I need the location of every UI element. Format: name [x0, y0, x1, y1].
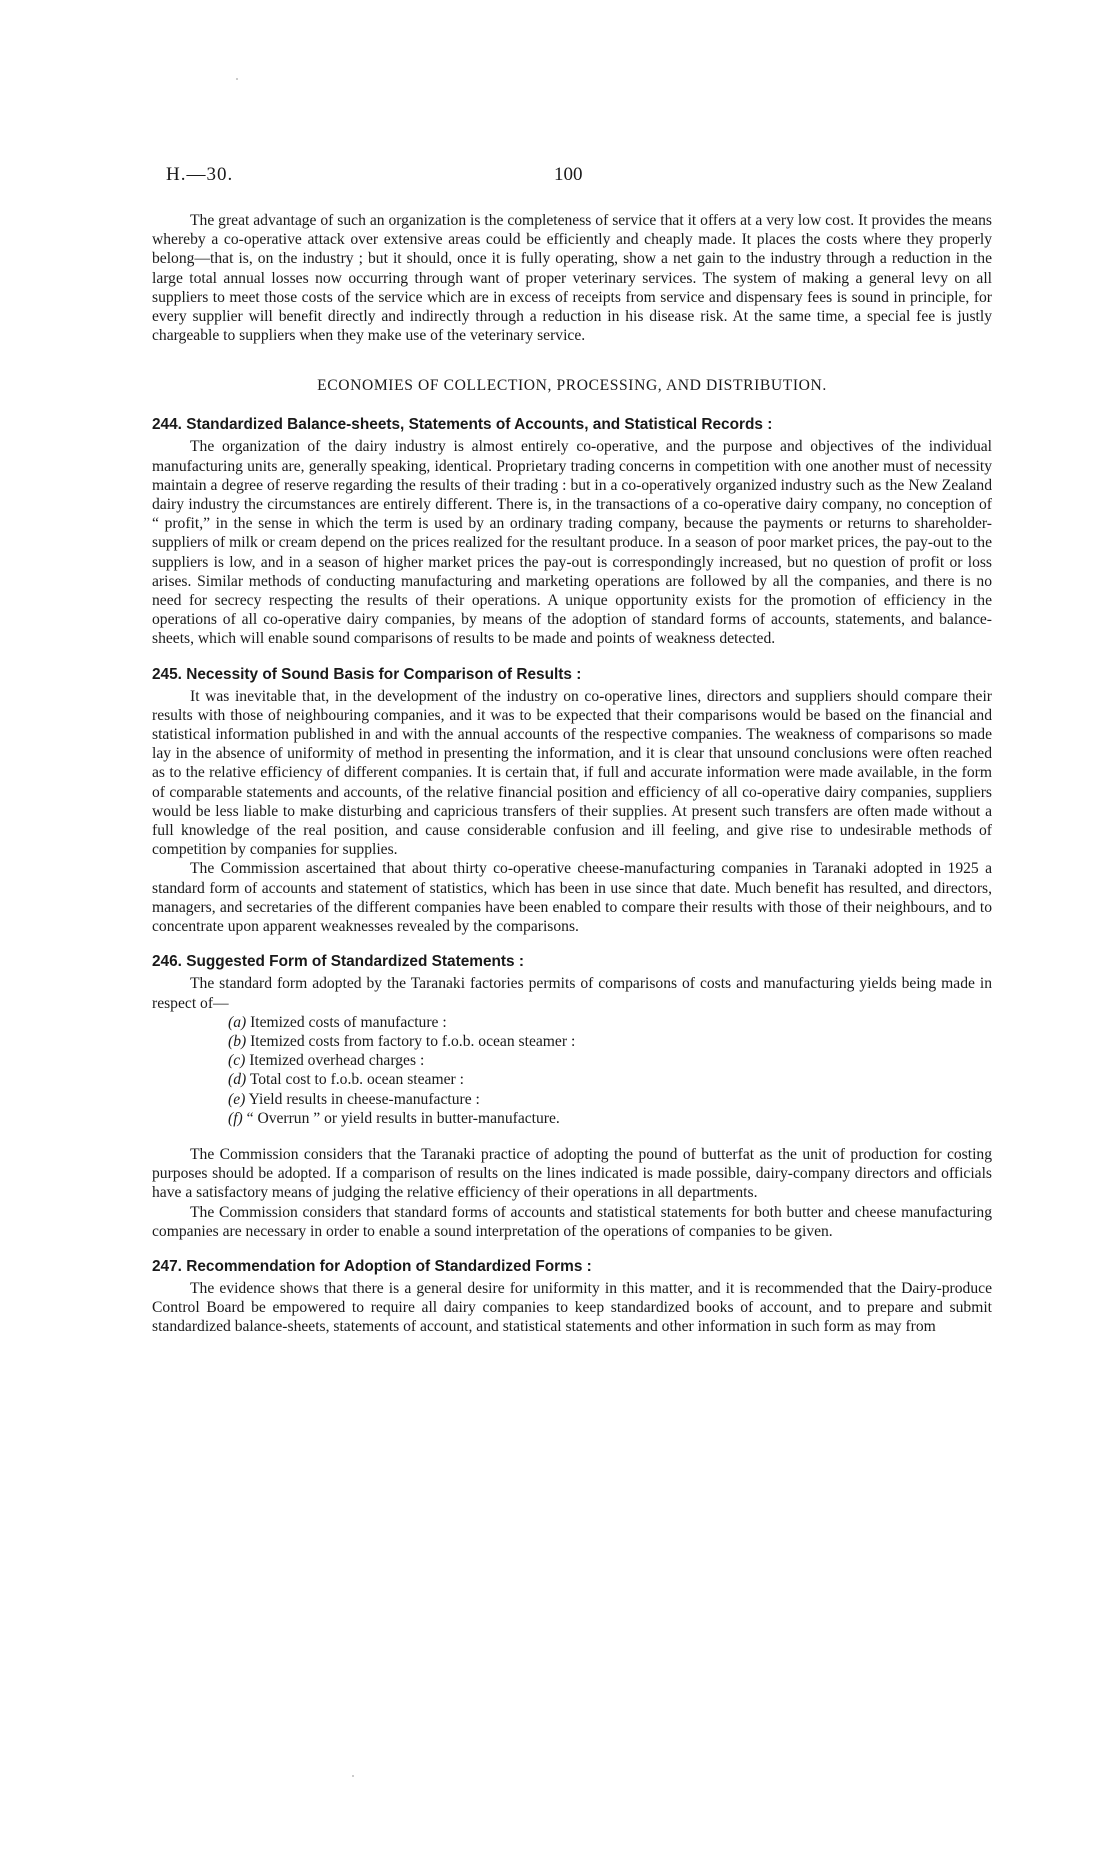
- list-item-text: Itemized costs from factory to f.o.b. ocean steamer :: [250, 1032, 576, 1050]
- paragraph-246-lead: The standard form adopted by the Taranaki factories permits of comparisons of costs and manufacturing yields being made in respect of—: [152, 975, 992, 1012]
- page-number: 100: [554, 164, 583, 185]
- list-item-label: (a): [228, 1013, 247, 1031]
- list-item: [228, 1032, 992, 1051]
- document-reference: H.—30.: [166, 164, 234, 185]
- scan-speck-top: [236, 78, 238, 80]
- paragraph-245-2: The Commission ascertained that about thirty co-operative cheese-manufacturing companies in Taranaki adopted in 1925 a standard form of accounts and statement of statistics, which has been in use since that date. Much benefit has resulted, and directors, managers, and secretaries of the different companies have been enabled to compare their results with those of their neighbours, and to concentrate upon apparent weaknesses revealed by the comparisons.: [152, 860, 992, 936]
- intro-paragraph: The great advantage of such an organization is the completeness of service that it offers at a very low cost. It provides the means whereby a co-operative attack over extensive areas could be efficiently and cheaply made. It places the costs where they properly belong—that is, on the industry ; but it should, once it is fully operating, show a net gain to the industry through a reduction in the large total annual losses now occurring through want of proper veterinary services. The system of making a general levy on all suppliers to meet those costs of the service which are in excess of receipts from service and dispensary fees is sound in principle, for every supplier will benefit directly and indirectly through a reduction in his disease risk. At the same time, a special fee is justly chargeable to suppliers when they make use of the veterinary service.: [152, 212, 992, 345]
- paragraph-246-2: The Commission considers that standard forms of accounts and statistical statements for both butter and cheese manufacturing companies are necessary in order to enable a sound interpretation of the operations of companies to be given.: [152, 1203, 992, 1240]
- list-item-text: Yield results in cheese-manufacture :: [248, 1090, 480, 1108]
- cost-comparison-list: [152, 1013, 992, 1128]
- heading-246: 246. Suggested Form of Standardized Statements :: [152, 953, 525, 971]
- paragraph-244-1: The organization of the dairy industry is almost entirely co-operative, and the purpose and objectives of the individual manufacturing units are, generally speaking, identical. Proprietary trading concerns in competition with one another must of necessity maintain a degree of reserve regarding the results of their trading : but in a co-operatively organized industry such as the New Zealand dairy industry the circumstances are entirely different. There is, in the transactions of a co-operative dairy company, no conception of “ profit,” in the sense in which the term is used by an ordinary trading company, because the payments or returns to shareholder-suppliers of milk or cream depend on the prices realized for the resultant produce. In a season of poor market prices, the pay-out to the suppliers is low, and in a season of higher market prices the pay-out is correspondingly increased, but no question of profit or loss arises. Similar methods of conducting manufacturing and marketing operations are followed by all the companies, and there is no need for secrecy respecting the results of their operations. A unique opportunity exists for the promotion of efficiency in the operations of all co-operative dairy companies, by means of the adoption of standard forms of accounts, statements, and balance-sheets, which will enable sound comparisons of results to be made and points of weakness detected.: [152, 438, 992, 648]
- list-item-label: (b): [228, 1032, 247, 1050]
- list-item-label: (e): [228, 1090, 246, 1108]
- list-item: [228, 1070, 992, 1089]
- page-header: [152, 158, 992, 192]
- heading-247: 247. Recommendation for Adoption of Standardized Forms :: [152, 1257, 592, 1275]
- document-page: [152, 158, 992, 1337]
- list-item-label: (c): [228, 1052, 246, 1070]
- list-item: [228, 1051, 992, 1070]
- list-item: [228, 1109, 992, 1128]
- list-item-label: (f): [228, 1109, 243, 1127]
- list-item-text: “ Overrun ” or yield results in butter-manufacture.: [246, 1109, 560, 1127]
- list-item-label: (d): [228, 1071, 247, 1089]
- paragraph-246-1: The Commission considers that the Taranaki practice of adopting the pound of butterfat as the unit of production for costing purposes should be adopted. If a comparison of results on the lines indicated is made possible, dairy-company directors and officials have a satisfactory means of judging the relative efficiency of their operations in all departments.: [152, 1145, 992, 1202]
- heading-244: 244. Standardized Balance-sheets, Statements of Accounts, and Statistical Records :: [152, 416, 773, 434]
- paragraph-247-1: The evidence shows that there is a general desire for uniformity in this matter, and it is recommended that the Dairy-produce Control Board be empowered to require all dairy companies to keep standardized books of account, and to prepare and submit standardized balance-sheets, statements of account, and statistical statements and other information in such form as may from: [152, 1279, 992, 1336]
- scan-speck-bottom: [352, 1775, 354, 1777]
- list-item: [228, 1090, 992, 1109]
- section-title: ECONOMIES OF COLLECTION, PROCESSING, AND DISTRIBUTION.: [317, 377, 827, 395]
- list-item: [228, 1013, 992, 1032]
- heading-245: 245. Necessity of Sound Basis for Comparison of Results :: [152, 665, 582, 683]
- list-item-text: Itemized overhead charges :: [249, 1052, 425, 1070]
- paragraph-245-1: It was inevitable that, in the development of the industry on co-operative lines, directors and suppliers should compare their results with those of neighbouring companies, and it was to be expected that their comparisons would be based on the financial and statistical information published in and with the annual accounts of the respective companies. The weakness of comparisons so made lay in the absence of uniformity of method in presenting the information, and it is clear that unsound conclusions were often reached as to the relative efficiency of different companies. It is certain that, if full and accurate information were made available, in the form of comparable statements and accounts, of the relative financial position and efficiency of all co-operative dairy companies, suppliers would be less liable to make disturbing and capricious transfers of their supplies. At present such transfers are often made without a full knowledge of the real position, and cause considerable confusion and ill feeling, and give rise to undesirable methods of competition by companies for supplies.: [152, 687, 992, 859]
- list-item-text: Itemized costs of manufacture :: [250, 1013, 447, 1031]
- list-item-text: Total cost to f.o.b. ocean steamer :: [249, 1071, 464, 1089]
